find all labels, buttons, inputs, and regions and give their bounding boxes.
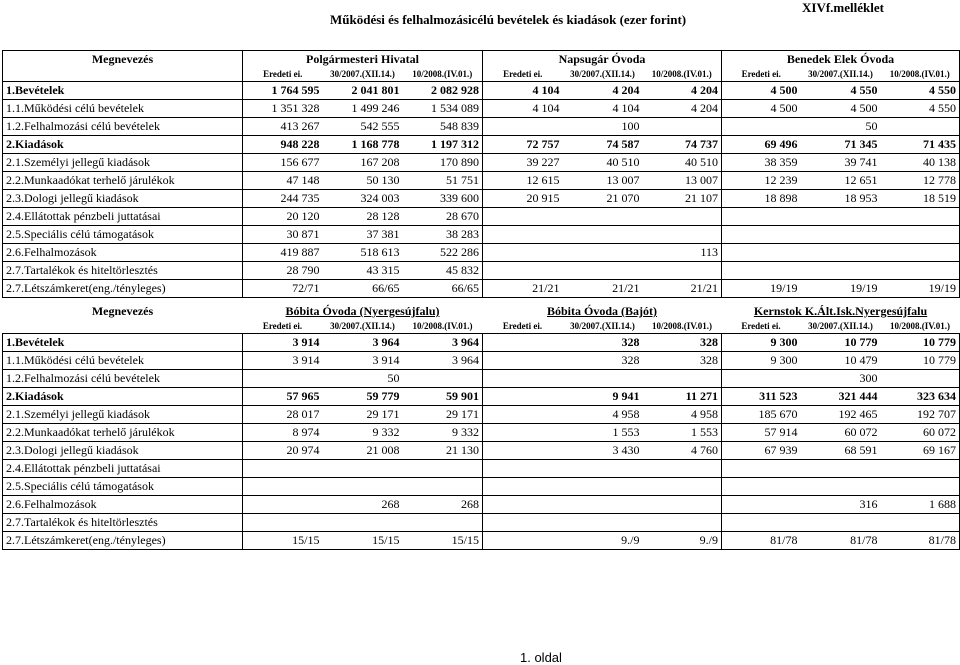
subheader-original: Eredeti ei. xyxy=(483,67,563,82)
subheader-mod2: 10/2008.(IV.01.) xyxy=(881,67,960,82)
table-cell: 9./9 xyxy=(643,532,722,550)
table-cell: 69 167 xyxy=(881,442,960,460)
table-cell: 21 070 xyxy=(563,190,643,208)
table-cell xyxy=(801,478,881,496)
table-row xyxy=(3,280,960,298)
table-cell xyxy=(722,118,801,136)
group-header: Kernstok K.Ált.Isk.Nyergesújfalu xyxy=(753,304,928,318)
table-cell: 4 500 xyxy=(722,100,801,118)
table-cell: 28 790 xyxy=(243,262,323,280)
table-cell: 12 239 xyxy=(722,172,801,190)
table-cell xyxy=(403,370,483,388)
row-label: 2.2.Munkaadókat terhelő járulékok xyxy=(3,424,243,442)
group-header: Bóbita Óvoda (Bajót) xyxy=(546,304,657,318)
appendix-label: XIVf.melléklet xyxy=(802,0,884,15)
table-cell: 4 104 xyxy=(563,100,643,118)
table-cell: 15/15 xyxy=(243,532,323,550)
table-cell: 28 670 xyxy=(403,208,483,226)
table-row xyxy=(3,208,960,226)
table-cell xyxy=(643,478,722,496)
table-cell: 328 xyxy=(643,334,722,352)
table-cell: 156 677 xyxy=(243,154,323,172)
table-cell: 69 496 xyxy=(722,136,801,154)
table-cell: 74 737 xyxy=(643,136,722,154)
subheader-original: Eredeti ei. xyxy=(243,67,323,82)
table-cell: 29 171 xyxy=(403,406,483,424)
table-cell: 29 171 xyxy=(323,406,403,424)
table-cell: 81/78 xyxy=(722,532,801,550)
subheader-mod2: 10/2008.(IV.01.) xyxy=(881,319,960,334)
page-number: 1. oldal xyxy=(520,650,562,665)
table-cell xyxy=(643,514,722,532)
table-cell xyxy=(483,262,563,280)
table-cell: 170 890 xyxy=(403,154,483,172)
table-row xyxy=(3,352,960,370)
row-label: 1.1.Működési célú bevételek xyxy=(3,352,243,370)
table-cell: 39 227 xyxy=(483,154,563,172)
table-cell: 413 267 xyxy=(243,118,323,136)
table-row xyxy=(3,424,960,442)
table-cell: 71 435 xyxy=(881,136,960,154)
table-cell: 38 283 xyxy=(403,226,483,244)
row-label: 2.7.Létszámkeret(eng./tényleges) xyxy=(3,280,243,298)
table-cell xyxy=(483,478,563,496)
row-label: 2.5.Speciális célú támogatások xyxy=(3,478,243,496)
table-cell xyxy=(243,370,323,388)
table-cell xyxy=(881,460,960,478)
table-row xyxy=(3,406,960,424)
row-label: 1.Bevételek xyxy=(3,82,243,100)
table-cell: 19/19 xyxy=(801,280,881,298)
table-cell: 10 479 xyxy=(801,352,881,370)
table-row xyxy=(3,514,960,532)
row-label: 2.6.Felhalmozások xyxy=(3,496,243,514)
table-row xyxy=(3,442,960,460)
table-cell xyxy=(243,478,323,496)
table-cell: 3 914 xyxy=(323,352,403,370)
table-cell: 1 764 595 xyxy=(243,82,323,100)
table-cell: 72/71 xyxy=(243,280,323,298)
table-cell: 12 615 xyxy=(483,172,563,190)
table-cell xyxy=(722,262,801,280)
table-cell: 185 670 xyxy=(722,406,801,424)
table-cell: 2 082 928 xyxy=(403,82,483,100)
table-cell: 3 430 xyxy=(563,442,643,460)
group-header: Polgármesteri Hivatal xyxy=(243,51,483,68)
table-cell: 38 359 xyxy=(722,154,801,172)
table-cell xyxy=(801,244,881,262)
row-label: 2.7.Létszámkeret(eng./tényleges) xyxy=(3,532,243,550)
table-cell xyxy=(881,514,960,532)
table-row xyxy=(3,154,960,172)
table-cell: 43 315 xyxy=(323,262,403,280)
row-label: 2.5.Speciális célú támogatások xyxy=(3,226,243,244)
table-cell: 321 444 xyxy=(801,388,881,406)
table-cell: 40 138 xyxy=(881,154,960,172)
table-cell: 4 204 xyxy=(563,82,643,100)
table-cell xyxy=(722,226,801,244)
table-row xyxy=(3,478,960,496)
table-cell xyxy=(643,226,722,244)
table-row xyxy=(3,370,960,388)
table-cell: 4 550 xyxy=(881,100,960,118)
row-label: 2.4.Ellátottak pénzbeli juttatásai xyxy=(3,460,243,478)
table-cell xyxy=(483,226,563,244)
table-cell xyxy=(563,262,643,280)
table-cell: 13 007 xyxy=(563,172,643,190)
table-cell: 1 351 328 xyxy=(243,100,323,118)
table-cell: 45 832 xyxy=(403,262,483,280)
subheader-mod2: 10/2008.(IV.01.) xyxy=(643,67,722,82)
table-cell: 9 941 xyxy=(563,388,643,406)
table-cell: 4 550 xyxy=(881,82,960,100)
table-cell xyxy=(722,370,801,388)
table-cell xyxy=(643,208,722,226)
table-cell: 50 xyxy=(323,370,403,388)
table-cell: 3 964 xyxy=(403,334,483,352)
table-cell xyxy=(643,460,722,478)
table-cell xyxy=(403,478,483,496)
table-cell: 21/21 xyxy=(483,280,563,298)
table-cell xyxy=(243,460,323,478)
subheader-mod1: 30/2007.(XII.14.) xyxy=(323,319,403,334)
table-cell: 9 300 xyxy=(722,334,801,352)
table-cell: 20 120 xyxy=(243,208,323,226)
table-cell: 1 499 246 xyxy=(323,100,403,118)
subheader-original: Eredeti ei. xyxy=(722,319,801,334)
table-cell: 4 958 xyxy=(643,406,722,424)
table-row xyxy=(3,226,960,244)
table-cell: 21 130 xyxy=(403,442,483,460)
table-cell: 3 914 xyxy=(243,352,323,370)
group-header: Bóbita Óvoda (Nyergesújfalu) xyxy=(285,304,440,318)
table-cell: 74 587 xyxy=(563,136,643,154)
table-cell: 57 914 xyxy=(722,424,801,442)
table-cell: 542 555 xyxy=(323,118,403,136)
subheader-original: Eredeti ei. xyxy=(483,319,563,334)
table-cell: 81/78 xyxy=(881,532,960,550)
table-row xyxy=(3,532,960,550)
table-cell xyxy=(801,460,881,478)
table-cell: 15/15 xyxy=(323,532,403,550)
table-cell: 47 148 xyxy=(243,172,323,190)
table-cell: 18 519 xyxy=(881,190,960,208)
table-cell xyxy=(323,514,403,532)
table-cell: 192 707 xyxy=(881,406,960,424)
table-cell: 323 634 xyxy=(881,388,960,406)
table-cell: 11 271 xyxy=(643,388,722,406)
table-cell xyxy=(483,424,563,442)
table-cell: 4 104 xyxy=(483,82,563,100)
table-cell: 20 915 xyxy=(483,190,563,208)
table-cell: 268 xyxy=(403,496,483,514)
table-cell xyxy=(563,496,643,514)
table-cell: 300 xyxy=(801,370,881,388)
table-row xyxy=(3,388,960,406)
table-cell xyxy=(881,244,960,262)
row-label: 2.2.Munkaadókat terhelő járulékok xyxy=(3,172,243,190)
table-cell: 28 017 xyxy=(243,406,323,424)
table-cell xyxy=(801,226,881,244)
row-label: 1.2.Felhalmozási célú bevételek xyxy=(3,118,243,136)
label-header: Megnevezés xyxy=(91,304,154,318)
table-cell: 13 007 xyxy=(643,172,722,190)
table-cell: 67 939 xyxy=(722,442,801,460)
subheader-mod1: 30/2007.(XII.14.) xyxy=(563,319,643,334)
table-row xyxy=(3,172,960,190)
table-row xyxy=(3,334,960,352)
table-cell: 167 208 xyxy=(323,154,403,172)
table-cell xyxy=(722,496,801,514)
table-cell xyxy=(243,514,323,532)
table-cell: 548 839 xyxy=(403,118,483,136)
table-cell: 328 xyxy=(643,352,722,370)
table-row xyxy=(3,82,960,100)
table-cell: 324 003 xyxy=(323,190,403,208)
table-cell: 9 300 xyxy=(722,352,801,370)
table-cell: 244 735 xyxy=(243,190,323,208)
table-cell xyxy=(563,514,643,532)
table-cell: 59 901 xyxy=(403,388,483,406)
table-cell xyxy=(483,334,563,352)
table-cell xyxy=(483,460,563,478)
table-cell: 1 168 778 xyxy=(323,136,403,154)
table-cell: 30 871 xyxy=(243,226,323,244)
table-cell: 28 128 xyxy=(323,208,403,226)
table-cell: 57 965 xyxy=(243,388,323,406)
table-cell xyxy=(483,406,563,424)
table-cell: 339 600 xyxy=(403,190,483,208)
table-cell xyxy=(722,478,801,496)
table-cell xyxy=(483,514,563,532)
table-cell xyxy=(243,496,323,514)
table-cell: 15/15 xyxy=(403,532,483,550)
subheader-mod2: 10/2008.(IV.01.) xyxy=(403,67,483,82)
table-cell xyxy=(323,460,403,478)
row-label: 1.Bevételek xyxy=(3,334,243,352)
row-label: 2.3.Dologi jellegű kiadások xyxy=(3,190,243,208)
subheader-mod1: 30/2007.(XII.14.) xyxy=(563,67,643,82)
table-cell: 4 760 xyxy=(643,442,722,460)
subheader-original: Eredeti ei. xyxy=(722,67,801,82)
table-cell: 948 228 xyxy=(243,136,323,154)
table-cell: 3 914 xyxy=(243,334,323,352)
table-cell: 37 381 xyxy=(323,226,403,244)
table-cell: 518 613 xyxy=(323,244,403,262)
row-label: 2.3.Dologi jellegű kiadások xyxy=(3,442,243,460)
table-cell: 522 286 xyxy=(403,244,483,262)
table-cell xyxy=(403,460,483,478)
table-cell xyxy=(563,460,643,478)
table-cell: 113 xyxy=(643,244,722,262)
table-row xyxy=(3,262,960,280)
table-cell: 21 107 xyxy=(643,190,722,208)
subheader-original: Eredeti ei. xyxy=(243,319,323,334)
table-cell: 10 779 xyxy=(801,334,881,352)
table-cell xyxy=(881,262,960,280)
table-cell xyxy=(483,118,563,136)
table-cell xyxy=(483,370,563,388)
table-cell xyxy=(722,514,801,532)
table-cell xyxy=(563,478,643,496)
table-cell: 328 xyxy=(563,352,643,370)
table-cell: 21/21 xyxy=(643,280,722,298)
table-cell: 71 345 xyxy=(801,136,881,154)
table-cell: 4 204 xyxy=(643,82,722,100)
table-cell: 192 465 xyxy=(801,406,881,424)
table-cell xyxy=(881,370,960,388)
table-cell xyxy=(483,208,563,226)
table-row xyxy=(3,496,960,514)
table-cell xyxy=(483,496,563,514)
table-cell xyxy=(403,514,483,532)
budget-table-1 xyxy=(2,50,960,298)
row-label: 2.1.Személyi jellegű kiadások xyxy=(3,406,243,424)
table-cell xyxy=(801,208,881,226)
row-label: 2.4.Ellátottak pénzbeli juttatásai xyxy=(3,208,243,226)
table-cell: 51 751 xyxy=(403,172,483,190)
row-label: 2.6.Felhalmozások xyxy=(3,244,243,262)
table-cell: 18 953 xyxy=(801,190,881,208)
table-row xyxy=(3,100,960,118)
subheader-mod2: 10/2008.(IV.01.) xyxy=(403,319,483,334)
table-cell: 50 130 xyxy=(323,172,403,190)
group-header: Napsugár Óvoda xyxy=(483,51,722,68)
table-cell xyxy=(643,496,722,514)
table-cell: 40 510 xyxy=(643,154,722,172)
table-cell: 19/19 xyxy=(881,280,960,298)
table-cell: 268 xyxy=(323,496,403,514)
table-cell: 10 779 xyxy=(881,334,960,352)
table-cell xyxy=(643,370,722,388)
table-cell: 3 964 xyxy=(323,334,403,352)
table-cell: 1 534 089 xyxy=(403,100,483,118)
row-label: 1.1.Működési célú bevételek xyxy=(3,100,243,118)
label-header: Megnevezés xyxy=(3,51,243,68)
subheader-mod1: 30/2007.(XII.14.) xyxy=(323,67,403,82)
subheader-mod2: 10/2008.(IV.01.) xyxy=(643,319,722,334)
table-cell: 72 757 xyxy=(483,136,563,154)
table-cell: 9 332 xyxy=(403,424,483,442)
table-cell: 9./9 xyxy=(563,532,643,550)
budget-table-2 xyxy=(2,303,960,550)
table-cell: 4 104 xyxy=(483,100,563,118)
table-cell xyxy=(801,262,881,280)
table-cell: 10 779 xyxy=(881,352,960,370)
table-cell xyxy=(881,478,960,496)
table-cell: 60 072 xyxy=(801,424,881,442)
table-cell: 419 887 xyxy=(243,244,323,262)
table-cell xyxy=(722,460,801,478)
table-cell: 68 591 xyxy=(801,442,881,460)
row-label: 2.7.Tartalékok és hiteltörlesztés xyxy=(3,514,243,532)
table-cell: 8 974 xyxy=(243,424,323,442)
table-cell xyxy=(881,118,960,136)
table-row xyxy=(3,118,960,136)
table-cell xyxy=(483,532,563,550)
subheader-mod1: 30/2007.(XII.14.) xyxy=(801,319,881,334)
table-cell: 39 741 xyxy=(801,154,881,172)
group-header: Benedek Elek Óvoda xyxy=(722,51,960,68)
table-cell: 21/21 xyxy=(563,280,643,298)
table-row xyxy=(3,244,960,262)
table-cell: 50 xyxy=(801,118,881,136)
table-cell: 66/65 xyxy=(403,280,483,298)
page-title: Működési és felhalmozásicélú bevételek és kiadások (ezer forint) xyxy=(330,12,687,27)
table-cell: 9 332 xyxy=(323,424,403,442)
table-row xyxy=(3,190,960,208)
row-label: 2.1.Személyi jellegű kiadások xyxy=(3,154,243,172)
table-cell xyxy=(563,226,643,244)
table-cell: 20 974 xyxy=(243,442,323,460)
table-cell: 1 197 312 xyxy=(403,136,483,154)
table-cell: 100 xyxy=(563,118,643,136)
subheader-mod1: 30/2007.(XII.14.) xyxy=(801,67,881,82)
table-cell: 59 779 xyxy=(323,388,403,406)
table-cell: 4 958 xyxy=(563,406,643,424)
table-cell xyxy=(563,244,643,262)
table-cell xyxy=(483,388,563,406)
table-cell: 328 xyxy=(563,334,643,352)
row-label: 2.Kiadások xyxy=(3,136,243,154)
table-cell: 66/65 xyxy=(323,280,403,298)
table-cell: 60 072 xyxy=(881,424,960,442)
table-row xyxy=(3,460,960,478)
table-cell xyxy=(722,208,801,226)
table-cell xyxy=(643,118,722,136)
table-cell xyxy=(483,352,563,370)
table-cell: 311 523 xyxy=(722,388,801,406)
table-cell xyxy=(801,514,881,532)
table-cell: 1 688 xyxy=(881,496,960,514)
table-cell: 81/78 xyxy=(801,532,881,550)
table-cell: 18 898 xyxy=(722,190,801,208)
table-row xyxy=(3,136,960,154)
table-cell: 12 651 xyxy=(801,172,881,190)
table-cell: 19/19 xyxy=(722,280,801,298)
row-label: 2.Kiadások xyxy=(3,388,243,406)
table-cell: 3 964 xyxy=(403,352,483,370)
table-cell xyxy=(323,478,403,496)
table-cell: 1 553 xyxy=(643,424,722,442)
table-cell: 21 008 xyxy=(323,442,403,460)
table-cell: 4 550 xyxy=(801,82,881,100)
table-cell: 1 553 xyxy=(563,424,643,442)
table-cell xyxy=(483,442,563,460)
table-cell: 12 778 xyxy=(881,172,960,190)
table-cell xyxy=(722,244,801,262)
table-cell xyxy=(643,262,722,280)
table-cell: 4 500 xyxy=(722,82,801,100)
table-cell xyxy=(881,226,960,244)
row-label: 2.7.Tartalékok és hiteltörlesztés xyxy=(3,262,243,280)
table-cell: 4 500 xyxy=(801,100,881,118)
table-cell: 2 041 801 xyxy=(323,82,403,100)
table-cell: 4 204 xyxy=(643,100,722,118)
table-cell xyxy=(881,208,960,226)
table-cell xyxy=(483,244,563,262)
row-label: 1.2.Felhalmozási célú bevételek xyxy=(3,370,243,388)
table-cell xyxy=(563,208,643,226)
table-cell xyxy=(563,370,643,388)
table-cell: 40 510 xyxy=(563,154,643,172)
table-cell: 316 xyxy=(801,496,881,514)
